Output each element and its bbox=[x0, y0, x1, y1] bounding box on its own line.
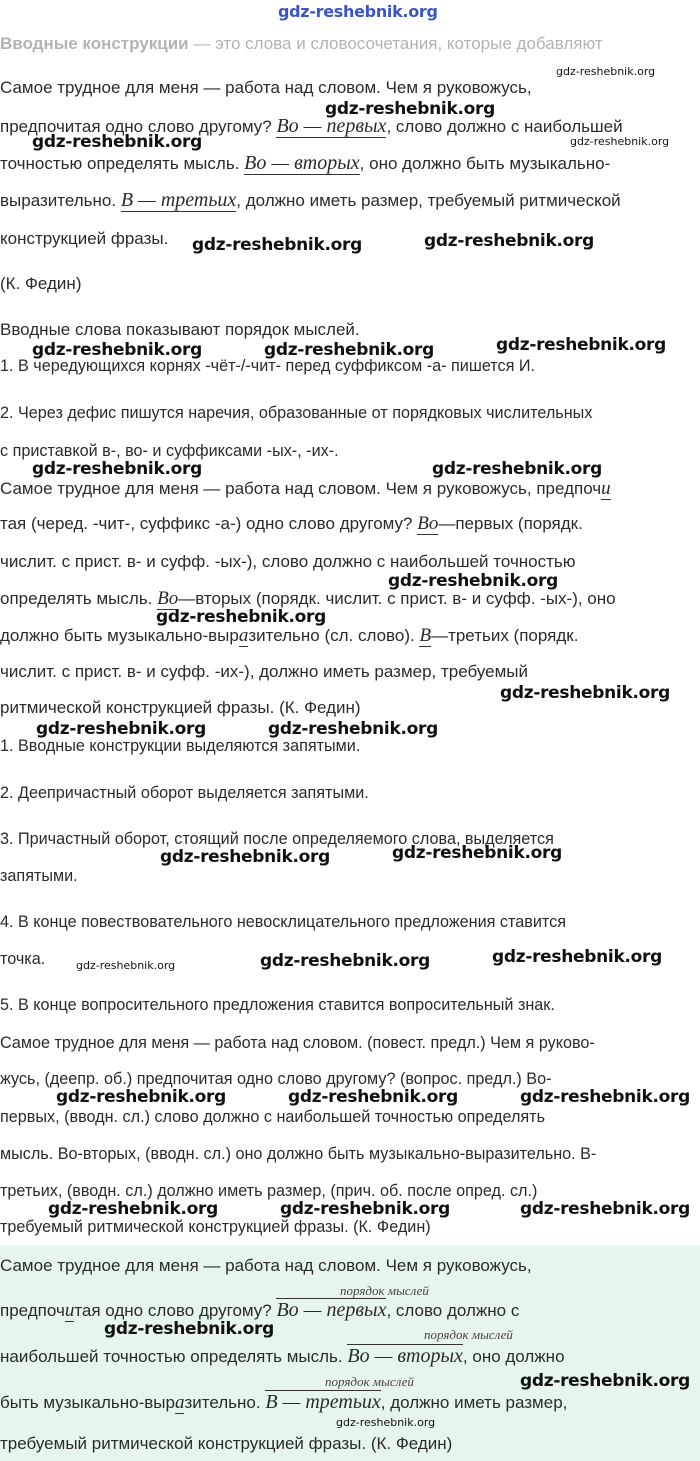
watermark: gdz-reshebnik.org bbox=[32, 459, 202, 479]
final-text: предпоч bbox=[0, 1301, 65, 1320]
watermark: gdz-reshebnik.org bbox=[325, 99, 495, 119]
intro-word-first: Во — первых bbox=[276, 115, 387, 137]
quote-text: , слово должно с наибольшей bbox=[386, 117, 623, 136]
analysis2-line-6: требуемый ритмической конструкцией фразы. (К. Федин) bbox=[0, 1218, 431, 1236]
final-line-5: требуемый ритмической конструкцией фразы. (К. Федин) bbox=[0, 1434, 453, 1453]
rule2-3-line-1: 3. Причастный оборот, стоящий после определяемого слова, выделяется bbox=[0, 830, 554, 848]
final-line-2 bbox=[0, 1300, 519, 1321]
final-text: быть музыкально-выр bbox=[0, 1393, 175, 1412]
note-order-2: порядок мыслей bbox=[424, 1327, 513, 1342]
analysis-text: должно быть музыкально-выр bbox=[0, 626, 239, 645]
watermark: gdz-reshebnik.org bbox=[424, 231, 594, 251]
prefix-mark: В bbox=[419, 625, 432, 646]
analysis-text: зительно (сл. слово). bbox=[248, 626, 420, 645]
watermark: gdz-reshebnik.org bbox=[520, 1371, 690, 1391]
final-text: зительно. bbox=[184, 1393, 266, 1412]
watermark: gdz-reshebnik.org bbox=[76, 959, 176, 972]
intro-word-third: В — третьих bbox=[265, 1391, 381, 1413]
vowel-mark: и bbox=[601, 478, 611, 499]
analysis1-line-4 bbox=[0, 589, 616, 609]
rule-1: 1. В чередующихся корнях -чёт-/-чит- перед суффиксом -а- пишется И. bbox=[0, 357, 536, 375]
analysis1-line-1 bbox=[0, 479, 611, 499]
final-text: наибольшей точностью определять мысль. bbox=[0, 1347, 348, 1366]
analysis-text: —третьих (порядк. bbox=[431, 626, 579, 645]
intro-word-second: Во — вторых bbox=[244, 152, 360, 174]
note-order-1: порядок мыслей bbox=[340, 1283, 429, 1298]
quote-text: точностью определять мысль. bbox=[0, 154, 245, 173]
watermark: gdz-reshebnik.org bbox=[432, 459, 602, 479]
header-title: Вводные конструкции bbox=[0, 34, 189, 53]
watermark: gdz-reshebnik.org bbox=[104, 1319, 274, 1339]
analysis1-line-2 bbox=[0, 514, 583, 534]
watermark: gdz-reshebnik.org bbox=[48, 1199, 218, 1219]
rule-2-line-1: 2. Через дефис пишутся наречия, образованные от порядковых числительных bbox=[0, 404, 593, 422]
note-order-3: порядок мыслей bbox=[325, 1374, 414, 1389]
watermark: gdz-reshebnik.org bbox=[32, 340, 202, 360]
watermark: gdz-reshebnik.org bbox=[36, 719, 206, 739]
header-rest: — это слова и словосочетания, которые добавляют bbox=[188, 34, 603, 53]
quote-author: (К. Федин) bbox=[0, 274, 82, 293]
watermark: gdz-reshebnik.org bbox=[268, 719, 438, 739]
header-definition bbox=[0, 34, 603, 54]
prefix-mark: Во bbox=[417, 513, 439, 534]
watermark: gdz-reshebnik.org bbox=[392, 843, 562, 863]
watermark: gdz-reshebnik.org bbox=[192, 235, 362, 255]
watermark: gdz-reshebnik.org bbox=[56, 1087, 226, 1107]
intro-word-third: В — третьих bbox=[120, 189, 237, 211]
analysis1-line-7: ритмической конструкцией фразы. (К. Федин) bbox=[0, 698, 361, 717]
rule2-4-line-1: 4. В конце повествовательного невосклицательного предложения ставится bbox=[0, 913, 566, 931]
rule2-1: 1. Вводные конструкции выделяются запятыми. bbox=[0, 737, 361, 755]
analysis1-line-5 bbox=[0, 626, 578, 646]
vowel-mark: а bbox=[174, 1392, 185, 1413]
watermark: gdz-reshebnik.org bbox=[336, 1416, 436, 1429]
intro-word-second: Во — вторых bbox=[347, 1345, 463, 1367]
prefix-mark: Во bbox=[157, 588, 179, 609]
watermark: gdz-reshebnik.org bbox=[388, 571, 558, 591]
watermark: gdz-reshebnik.org bbox=[496, 335, 666, 355]
rule2-5: 5. В конце вопросительного предложения ставится вопросительный знак. bbox=[0, 996, 555, 1014]
final-text: , оно должно bbox=[462, 1347, 565, 1366]
quote-text: предпочитая одно слово другому? bbox=[0, 117, 277, 136]
watermark: gdz-reshebnik.org bbox=[32, 132, 202, 152]
analysis-text: определять мысль. bbox=[0, 589, 158, 608]
final-text: тая одно слово другому? bbox=[74, 1301, 277, 1320]
watermark: gdz-reshebnik.org bbox=[264, 340, 434, 360]
analysis-text: Самое трудное для меня — работа над словом. Чем я руковожусь, предпоч bbox=[0, 479, 602, 498]
analysis-text: —вторых (порядк. числит. с прист. в- и суфф. -ых-), оно bbox=[178, 589, 616, 608]
watermark: gdz-reshebnik.org bbox=[288, 1087, 458, 1107]
analysis2-line-1: Самое трудное для меня — работа над словом. (повест. предл.) Чем я руково- bbox=[0, 1034, 595, 1052]
analysis1-line-6: числит. с прист. в- и суфф. -их-), должно иметь размер, требуемый bbox=[0, 662, 529, 681]
quote-text: выразительно. bbox=[0, 191, 121, 210]
watermark: gdz-reshebnik.org bbox=[500, 683, 670, 703]
final-text: , должно иметь размер, bbox=[380, 1393, 568, 1412]
watermark: gdz-reshebnik.org bbox=[156, 607, 326, 627]
watermark: gdz-reshebnik.org bbox=[556, 65, 656, 78]
analysis-text: —первых (порядк. bbox=[438, 514, 583, 533]
watermark: gdz-reshebnik.org bbox=[570, 135, 670, 148]
quote-line-3 bbox=[0, 153, 610, 174]
final-line-3 bbox=[0, 1346, 565, 1367]
vowel-mark: а bbox=[238, 625, 249, 646]
analysis1-line-3: числит. с прист. в- и суфф. -ых-), слово должно с наибольшей точностью bbox=[0, 552, 576, 571]
watermark: gdz-reshebnik.org bbox=[260, 951, 430, 971]
watermark: gdz-reshebnik.org bbox=[492, 947, 662, 967]
watermark: gdz-reshebnik.org bbox=[160, 847, 330, 867]
rule2-2: 2. Деепричастный оборот выделяется запятыми. bbox=[0, 784, 369, 802]
watermark: gdz-reshebnik.org bbox=[520, 1199, 690, 1219]
rule2-3-line-2: запятыми. bbox=[0, 867, 78, 885]
rule-intro: Вводные слова показывают порядок мыслей. bbox=[0, 320, 360, 339]
analysis2-line-3: первых, (вводн. сл.) слово должно с наибольшей точностью определять bbox=[0, 1108, 546, 1126]
final-line-4 bbox=[0, 1392, 567, 1413]
quote-text: , оно должно быть музыкально- bbox=[359, 154, 611, 173]
watermark: gdz-reshebnik.org bbox=[280, 1199, 450, 1219]
quote-line-5: конструкцией фразы. bbox=[0, 229, 169, 248]
intro-word-first: Во — первых bbox=[276, 1299, 387, 1321]
final-line-1: Самое трудное для меня — работа над словом. Чем я руковожусь, bbox=[0, 1256, 532, 1275]
analysis2-line-4: мысль. Во-вторых, (вводн. сл.) оно должно быть музыкально-выразительно. В- bbox=[0, 1145, 597, 1163]
analysis-text: тая (черед. -чит-, суффикс -а-) одно слово другому? bbox=[0, 514, 418, 533]
final-text: , слово должно с bbox=[386, 1301, 520, 1320]
analysis2-line-5: третьих, (вводн. сл.) должно иметь размер, (прич. об. после опред. сл.) bbox=[0, 1182, 538, 1200]
quote-line-1: Самое трудное для меня — работа над словом. Чем я руковожусь, bbox=[0, 78, 532, 97]
watermark: gdz-reshebnik.org bbox=[520, 1087, 690, 1107]
quote-line-4 bbox=[0, 190, 621, 211]
quote-text: , должно иметь размер, требуемый ритмической bbox=[236, 191, 621, 210]
rule-2-line-2: с приставкой в-, во- и суффиксами -ых-, -их-. bbox=[0, 442, 339, 460]
rule2-4-line-2: точка. bbox=[0, 950, 46, 968]
watermark-top[interactable]: gdz-reshebnik.org bbox=[278, 2, 438, 21]
analysis2-line-2: жусь, (деепр. об.) предпочитая одно слово другому? (вопрос. предл.) Во- bbox=[0, 1070, 552, 1088]
vowel-mark: и bbox=[64, 1300, 75, 1321]
